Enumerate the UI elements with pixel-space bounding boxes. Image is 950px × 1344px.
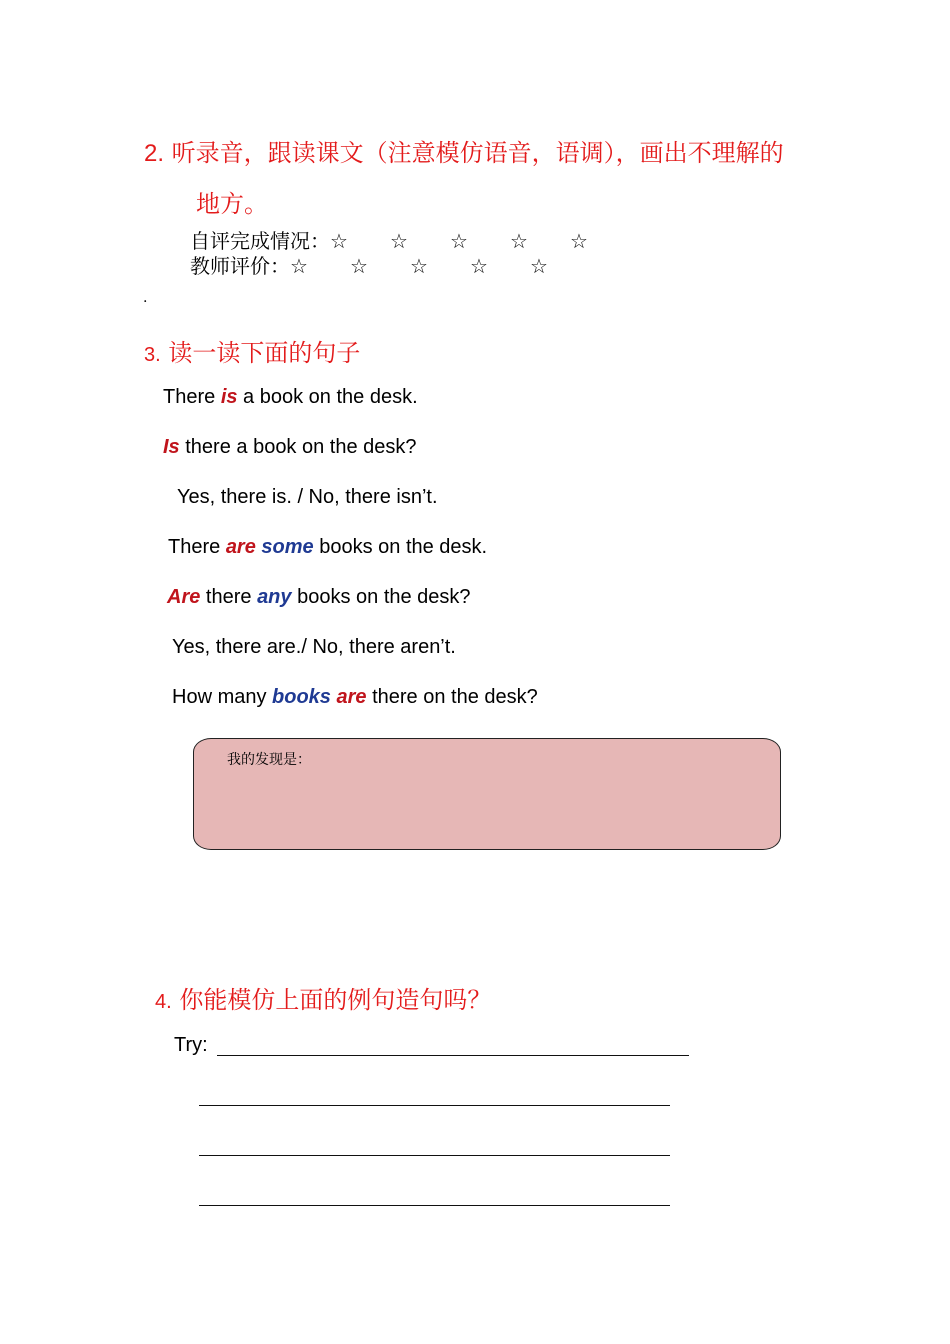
sentence-6 <box>172 636 456 659</box>
sentence-text: books on the desk. <box>313 536 488 558</box>
star-icon[interactable]: ☆ <box>470 254 488 278</box>
teacher-evaluation-row <box>190 250 590 279</box>
star-icon[interactable]: ☆ <box>570 229 588 253</box>
sentence-4 <box>168 536 487 559</box>
discovery-box[interactable] <box>193 738 781 850</box>
sentence-2 <box>163 436 417 459</box>
sentence-text: Yes, there is. / No, there isn’t. <box>177 486 438 508</box>
sentence-text: a book on the desk. <box>237 386 418 408</box>
star-icon[interactable]: ☆ <box>450 229 468 253</box>
section-3-number: 3. <box>144 344 161 366</box>
sentence-text: How many <box>172 686 273 708</box>
sentence-3 <box>177 486 438 509</box>
section-2-number: 2. <box>144 140 165 167</box>
keyword-is: Is <box>163 436 180 458</box>
answer-line-3[interactable] <box>199 1155 670 1156</box>
answer-line-2[interactable] <box>199 1105 670 1106</box>
star-icon[interactable]: ☆ <box>330 229 348 253</box>
star-icon[interactable]: ☆ <box>530 254 548 278</box>
sentence-text: there <box>200 586 258 608</box>
stray-dot: . <box>143 290 148 306</box>
section-2-heading <box>144 133 784 168</box>
answer-line-1[interactable] <box>217 1055 689 1056</box>
star-icon[interactable]: ☆ <box>390 229 408 253</box>
sentence-text: books on the desk? <box>291 586 471 608</box>
sentence-5 <box>167 586 471 609</box>
keyword-are: Are <box>167 586 201 608</box>
section-2-title-line1: 听录音，跟读课文（注意模仿语音，语调），画出不理解的 <box>171 139 784 167</box>
answer-line-4[interactable] <box>199 1205 670 1206</box>
section-3-heading <box>144 333 360 368</box>
section-4-number: 4. <box>155 991 172 1013</box>
keyword-books-are: books are <box>272 686 367 708</box>
self-eval-label: 自评完成情况： <box>190 229 330 253</box>
keyword-are-some: are some <box>225 536 314 558</box>
sentence-7 <box>172 686 538 709</box>
star-icon[interactable]: ☆ <box>290 254 308 278</box>
sentence-text: There <box>168 536 226 558</box>
star-icon[interactable]: ☆ <box>410 254 428 278</box>
sentence-1 <box>163 386 418 409</box>
sentence-text: Yes, there are./ No, there aren’t. <box>172 636 456 658</box>
sentence-text: There <box>163 386 221 408</box>
star-icon[interactable]: ☆ <box>350 254 368 278</box>
keyword-is: is <box>220 386 238 408</box>
section-4-heading <box>155 980 491 1015</box>
teacher-eval-label: 教师评价： <box>190 254 290 278</box>
section-3-title: 读一读下面的句子 <box>168 339 361 367</box>
discovery-label: 我的发现是： <box>227 752 311 768</box>
sentence-text: there a book on the desk? <box>179 436 417 458</box>
keyword-any: any <box>257 586 292 608</box>
star-icon[interactable]: ☆ <box>510 229 528 253</box>
sentence-text: there on the desk? <box>366 686 538 708</box>
section-4-title: 你能模仿上面的例句造句吗？ <box>179 986 492 1014</box>
try-label: Try: <box>174 1034 208 1056</box>
section-2-title-line2: 地方。 <box>196 190 268 218</box>
